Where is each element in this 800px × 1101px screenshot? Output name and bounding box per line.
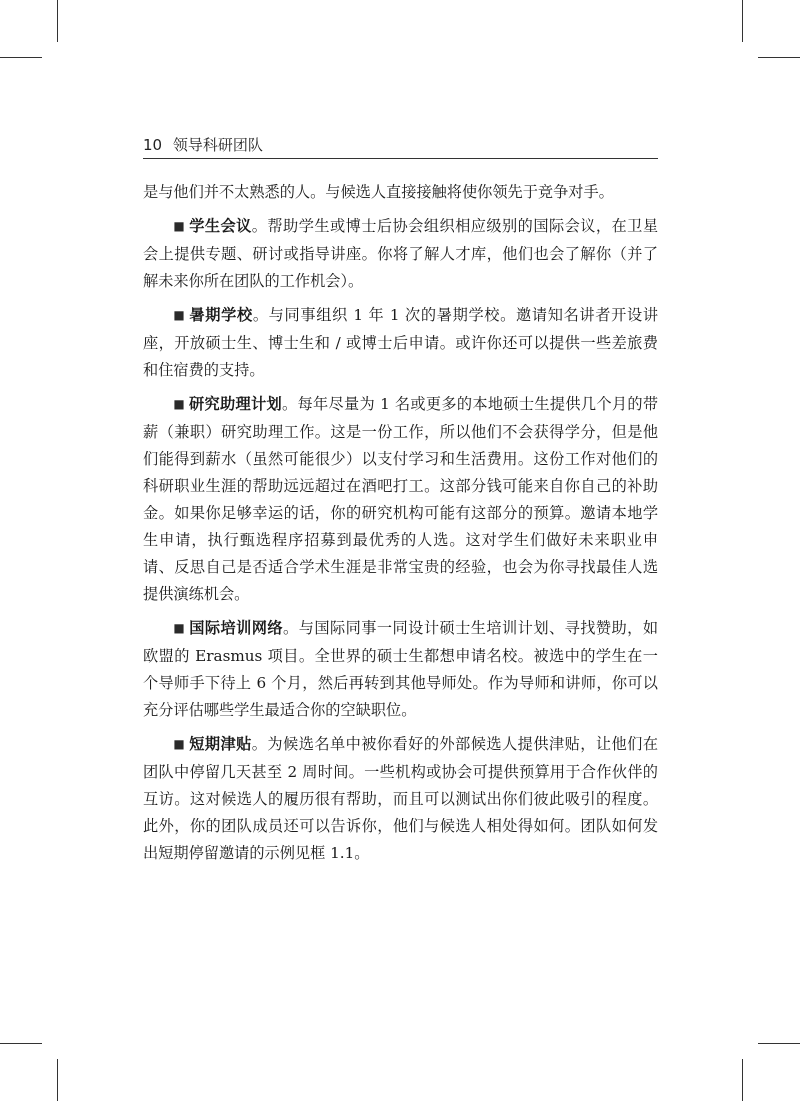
item-text: 。帮助学生或博士后协会组织相应级别的国际会议，在卫星会上提供专题、研讨或指导讲座。你将了解人才库，他们也会了解你（并了解未来你所在团队的工作机会）。 [143,217,659,290]
list-item [143,731,658,867]
item-term: 暑期学校 [189,306,253,324]
crop-mark-top-right [742,0,743,42]
crop-mark-right-bottom [758,1043,800,1044]
crop-mark-right-top [758,57,800,58]
item-term: 学生会议 [189,217,252,235]
item-text: 。为候选名单中被你看好的外部候选人提供津贴，让他们在团队中停留几天甚至 2 周时间。一些机构或协会可提供预算用于合作伙伴的互访。这对候选人的履历很有帮助，而且可以测试出你们彼此吸引的程度。此外，你的团队成员还可以告诉你，他们与候选人相处得如何。团队如何发出短期停留邀请的示例见框 1.1。 [143,735,659,862]
chapter-title: 领导科研团队 [172,136,263,154]
crop-mark-bottom-left [57,1059,58,1101]
running-header [143,134,658,159]
crop-mark-left-top [0,57,42,58]
item-text: 。与同事组织 1 年 1 次的暑期学校。邀请知名讲者开设讲座，开放硕士生、博士生和 / 或博士后申请。或许你还可以提供一些差旅费和住宿费的支持。 [143,306,659,379]
body-text [143,179,658,874]
item-text: 。每年尽量为 1 名或更多的本地硕士生提供几个月的带薪（兼职）研究助理工作。这是一份工作，所以他们不会获得学分，但是他们能得到薪水（虽然可能很少）以支付学习和生活费用。这份工作对他们的科研职业生涯的帮助远远超过在酒吧打工。这部分钱可能来自你自己的补助金。如果你足够幸运的话，你的研究机构可能有这部分的预算。邀请本地学生申请，执行甄选程序招募到最优秀的人选。这对学生们做好未来职业申请、反思自己是否适合学术生涯是非常宝贵的经验，也会为你寻找最佳人选提供演练机会。 [143,395,659,603]
square-bullet-icon: ■ [173,308,186,322]
square-bullet-icon: ■ [173,621,186,635]
list-item [143,213,658,295]
list-item [143,302,658,384]
list-item [143,615,658,724]
square-bullet-icon: ■ [173,397,186,411]
page-number: 10 [143,136,163,154]
square-bullet-icon: ■ [173,219,186,233]
crop-mark-bottom-right [742,1059,743,1101]
item-text: 。与国际同事一同设计硕士生培训计划、寻找赞助，如欧盟的 Erasmus 项目。全世界的硕士生都想申请名校。被选中的学生在一个导师手下待上 6 个月，然后再转到其他导师处。作为导师和讲师，你可以充分评估哪些学生最适合你的空缺职位。 [143,619,659,719]
square-bullet-icon: ■ [173,737,186,751]
item-term: 国际培训网络 [189,619,284,637]
crop-mark-top-left [57,0,58,42]
list-item [143,391,658,608]
item-term: 短期津贴 [189,735,252,753]
intro-paragraph: 是与他们并不太熟悉的人。与候选人直接接触将使你领先于竞争对手。 [143,183,614,201]
item-term: 研究助理计划 [189,395,283,413]
crop-mark-left-bottom [0,1043,42,1044]
